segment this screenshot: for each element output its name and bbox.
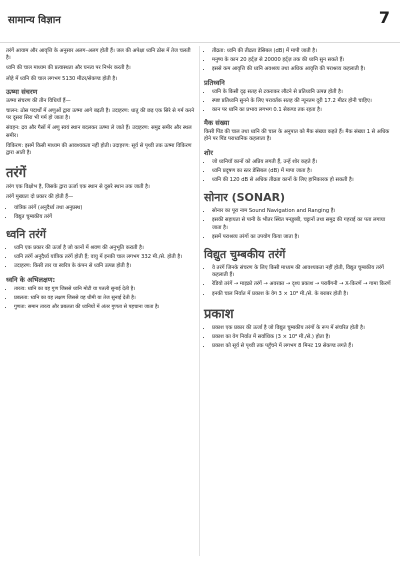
list-item: • ध्वनि की 120 dB से अधिक तीव्रता कानों के लिए हानिकारक हो सकती है। [212, 177, 394, 184]
list-item: • तारत्व: ध्वनि का वह गुण जिससे ध्वनि मोटी या पतली सुनाई देती है। [14, 286, 196, 293]
page-title: सामान्य विज्ञान [8, 15, 61, 26]
emw-list [204, 265, 394, 298]
list-item: • ध्वनि के किसी दृढ़ सतह से टकराकर लौटने से प्रतिध्वनि उत्पन्न होती है। [212, 89, 394, 96]
dhwani-abhilakshan-heading: ध्वनि के अभिलक्षण: [6, 275, 56, 284]
list-item: • उदाहरण: किसी तार या स्वरित्र के कंपन से ध्वनि उत्पन्न होती है। [14, 263, 196, 270]
list-item: • इसकी सहायता से पानी के भीतर स्थित पनडुब्बी, चट्टानों तथा समुद्र की गहराई का पता लगाया जाता है। [212, 217, 394, 231]
intro-list [204, 48, 394, 74]
list-item: • ध्वनि तरंगें अनुदैर्ध्य यांत्रिक तरंगें होती हैं; वायु में इनकी चाल लगभग 332 मी./से. होती है। [14, 254, 196, 261]
section-heading-vidyut-chumbakiya-tarange: विद्युत चुम्बकीय तरंगें [204, 248, 286, 262]
list-item: • इसमें पराश्रव्य तरंगों का उपयोग किया जाता है। [212, 234, 394, 241]
list-item: • रेडियो तरंगें → माइक्रो तरंगें → अवरक्त → दृश्य प्रकाश → पराबैंगनी → X-किरणें → गामा किरणें [212, 281, 394, 288]
list-item: • प्रकाश एक प्रकार की ऊर्जा है जो विद्युत चुम्बकीय तरंगों के रूप में संचरित होती है। [212, 325, 394, 332]
list-item: • वे तरंगें जिनके संचरण के लिए किसी माध्यम की आवश्यकता नहीं होती, विद्युत चुम्बकीय तरंगें कहलाती हैं। [212, 265, 394, 279]
list-item: • प्रकाश का वेग निर्वात में सर्वाधिक (3 × 10⁸ मी./से.) होता है। [212, 334, 394, 341]
page-number: 7 [378, 8, 390, 27]
list-item: • तीव्रता: ध्वनि की तीव्रता डेसिबल (dB) में मापी जाती है। [212, 48, 394, 55]
heading-ushma-sancharan: ऊष्मा संचरण [6, 87, 38, 96]
ushma-intro: ऊष्मा संचरण की तीन विधियाँ हैं— [6, 97, 71, 104]
list-item: • गुणता: समान तारत्व और प्रबलता की ध्वनियों में अंतर गुणता से पहचाना जाता है। [14, 304, 196, 311]
list-item: • मनुष्य के कान 20 हर्ट्ज़ से 20000 हर्ट्ज़ तक की ध्वनि सुन सकते हैं। [212, 57, 394, 64]
pratidhwani-list [204, 89, 394, 115]
dhwani-abhilakshan-list [6, 286, 196, 311]
list-item: • ध्वनि प्रदूषण का स्तर डेसिबल (dB) में मापा जाता है। [212, 168, 394, 175]
list-item: • प्रबलता: ध्वनि का वह लक्षण जिससे वह धीमी या तेज सुनाई देती है। [14, 295, 196, 302]
list-item: • प्रकाश को सूर्य से पृथ्वी तक पहुँचने में लगभग 8 मिनट 19 सेकण्ड लगते हैं। [212, 343, 394, 350]
shor-list [204, 159, 394, 185]
heading-shor: शोर [204, 148, 213, 157]
page-header [0, 0, 400, 43]
section-heading-tarange: तरंगें [6, 166, 27, 182]
section-heading-sonar: सोनार (SONAR) [204, 191, 286, 205]
paragraph: ध्वनि की चाल माध्यम की प्रत्यास्थता और घनत्व पर निर्भर करती है। [6, 65, 131, 72]
dhwani-list [6, 245, 196, 271]
list-item: • ध्वनि एक प्रकार की ऊर्जा है जो कानों में श्रवण की अनुभूति कराती है। [14, 245, 196, 252]
tarange-types-list [6, 205, 196, 221]
sanvahan-paragraph: संवहन: द्रव और गैसों में अणु स्वयं स्थान बदलकर ऊष्मा ले जाते हैं। उदाहरण: समुद्र समीर और स्थल समीर। [6, 125, 192, 139]
list-item: • इनकी चाल निर्वात में प्रकाश के वेग 3 × 10⁸ मी./से. के बराबर होती है। [212, 291, 394, 298]
left-column [6, 48, 196, 314]
tarange-types-intro: तरंगें मुख्यतः दो प्रकार की होती हैं— [6, 194, 74, 201]
right-column [204, 48, 394, 353]
list-item: • विद्युत चुम्बकीय तरंगें [14, 214, 196, 221]
list-item: • यांत्रिक तरंगें (अनुदैर्ध्य तथा अनुप्रस्थ) [14, 205, 196, 212]
chalan-paragraph: चालन: ठोस पदार्थों में अणुओं द्वारा ऊष्मा आगे बढ़ती है। उदाहरण: धातु की छड़ एक सिरे से गर्म करने पर दूसरा सिरा भी गर्म हो जाता है। [6, 108, 195, 122]
heading-maik-sankhya: मैक संख्या [204, 119, 230, 128]
list-item: • सोनार का पूरा नाम Sound Navigation and Ranging है। [212, 208, 394, 215]
paragraph: लोहे में ध्वनि की चाल लगभग 5130 मीटर/सेकण्ड होती है। [6, 75, 118, 82]
section-heading-dhwani-tarange: ध्वनि तरंगें [6, 228, 46, 242]
column-divider [199, 46, 200, 556]
section-heading-prakash: प्रकाश [204, 306, 234, 322]
heading-pratidhwani: प्रतिध्वनि [204, 78, 225, 87]
tarange-paragraph: तरंग एक विक्षोभ है, जिसके द्वारा ऊर्जा एक स्थान से दूसरे स्थान तक जाती है। [6, 184, 150, 191]
list-item: • स्पष्ट प्रतिध्वनि सुनने के लिए परावर्तक सतह की न्यूनतम दूरी 17.2 मीटर होनी चाहिए। [212, 98, 394, 105]
prakash-list [204, 325, 394, 351]
maik-paragraph: किसी पिंड की चाल तथा ध्वनि की चाल के अनुपात को मैक संख्या कहते हैं। मैक संख्या 1 से अधिक होने पर पिंड पराध्वनिक कहलाता है। [204, 129, 390, 143]
paragraph: तरंगें आयाम और आवृत्ति के अनुसार अलग–अलग होती हैं। जल की अपेक्षा ध्वनि ठोस में तेज चलती है। [6, 48, 191, 62]
list-item: • कान पर ध्वनि का प्रभाव लगभग 0.1 सेकण्ड तक रहता है। [212, 107, 394, 114]
list-item: • इससे कम आवृत्ति की ध्वनि अवश्रव्य तथा अधिक आवृत्ति की पराश्रव्य कहलाती है। [212, 66, 394, 73]
sonar-list [204, 208, 394, 241]
vikiran-paragraph: विकिरण: इसमें किसी माध्यम की आवश्यकता नहीं होती। उदाहरण: सूर्य से पृथ्वी तक ऊष्मा विकिरण द्वारा आती है। [6, 142, 192, 157]
list-item: • जो ध्वनियाँ कानों को अप्रिय लगती हैं, उन्हें शोर कहते हैं। [212, 159, 394, 166]
